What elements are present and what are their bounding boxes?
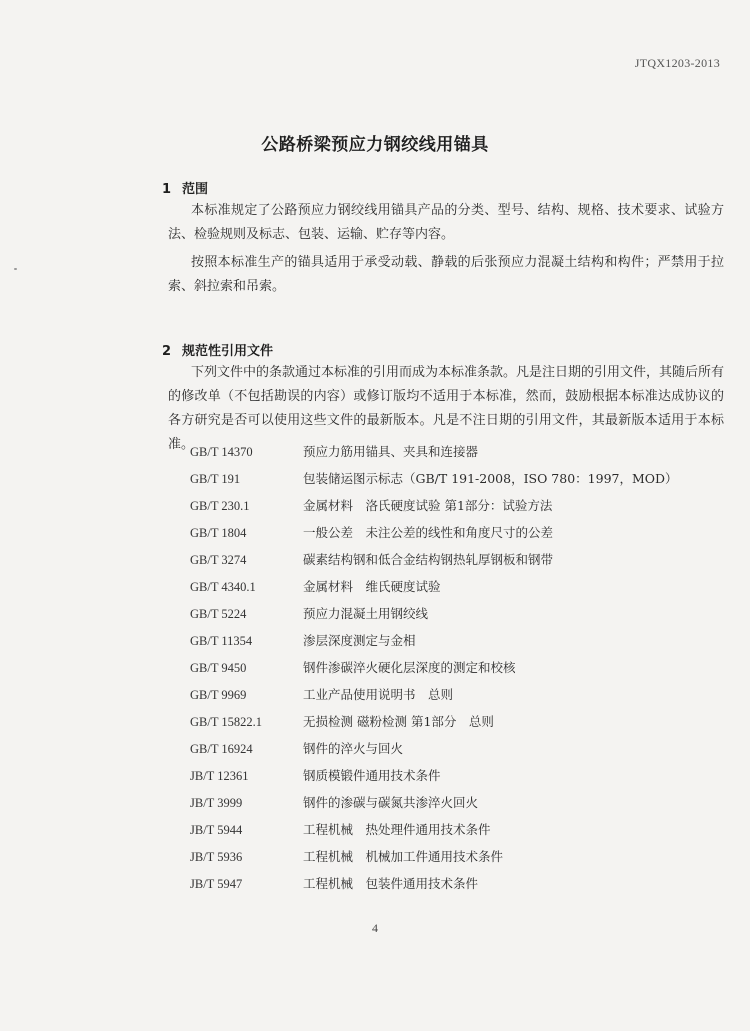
reference-code: GB/T 14370	[190, 445, 253, 459]
reference-code: JB/T 5947	[190, 877, 243, 891]
reference-item	[190, 605, 710, 632]
document-title: 公路桥梁预应力钢绞线用锚具	[261, 135, 489, 155]
reference-title: 钢质模锻件通用技术条件	[303, 768, 441, 783]
reference-item	[190, 659, 710, 686]
section-1-paragraph-1: 本标准规定了公路预应力钢绞线用锚具产品的分类、型号、结构、规格、技术要求、试验方法、检验规则及标志、包装、运输、贮存等内容。	[168, 203, 724, 242]
reference-code: JB/T 3999	[190, 796, 243, 810]
reference-item	[190, 767, 710, 794]
section-1-heading	[162, 178, 208, 197]
reference-title: 一般公差 未注公差的线性和角度尺寸的公差	[303, 525, 554, 540]
scan-speck	[14, 268, 17, 270]
reference-code: GB/T 4340.1	[190, 580, 256, 594]
reference-item	[190, 686, 710, 713]
reference-code: GB/T 230.1	[190, 499, 250, 513]
page-number: 4	[372, 921, 378, 935]
reference-title: 无损检测 磁粉检测 第1部分 总则	[303, 714, 494, 729]
reference-code: GB/T 3274	[190, 553, 247, 567]
reference-title: 工程机械 机械加工件通用技术条件	[303, 849, 504, 864]
reference-item	[190, 848, 710, 875]
document-code: JTQX1203-2013	[634, 56, 720, 70]
reference-title: 工程机械 包装件通用技术条件	[303, 876, 479, 891]
reference-code: GB/T 1804	[190, 526, 247, 540]
reference-code: JB/T 5936	[190, 850, 243, 864]
reference-title: 钢件的渗碳与碳氮共渗淬火回火	[303, 795, 479, 810]
reference-title: 钢件渗碳淬火硬化层深度的测定和校核	[303, 660, 516, 675]
reference-item	[190, 821, 710, 848]
section-title: 范围	[182, 182, 209, 197]
reference-code: GB/T 191	[190, 472, 241, 486]
normative-references-list	[190, 443, 710, 902]
reference-title: 金属材料 维氏硬度试验	[303, 579, 441, 594]
reference-item	[190, 578, 710, 605]
reference-title: 预应力混凝土用钢绞线	[303, 606, 429, 621]
reference-title: 碳素结构钢和低合金结构钢热轧厚钢板和钢带	[303, 552, 554, 567]
reference-code: JB/T 12361	[190, 769, 249, 783]
reference-item	[190, 794, 710, 821]
reference-title: 预应力筋用锚具、夹具和连接器	[303, 444, 479, 459]
reference-title: 工程机械 热处理件通用技术条件	[303, 822, 491, 837]
reference-item	[190, 470, 710, 497]
reference-title: 钢件的淬火与回火	[303, 741, 404, 756]
reference-item	[190, 713, 710, 740]
reference-item	[190, 632, 710, 659]
reference-code: GB/T 9969	[190, 688, 247, 702]
section-number: 1	[162, 182, 172, 197]
reference-code: JB/T 5944	[190, 823, 243, 837]
reference-item	[190, 875, 710, 902]
reference-title: 渗层深度测定与金相	[303, 633, 416, 648]
section-1-paragraph-2: 按照本标准生产的锚具适用于承受动载、静载的后张预应力混凝土结构和构件；严禁用于拉索、斜拉索和吊索。	[168, 255, 724, 294]
reference-code: GB/T 11354	[190, 634, 253, 648]
reference-item	[190, 443, 710, 470]
reference-title: 包装储运图示标志（GB/T 191-2008，ISO 780：1997，MOD）	[303, 471, 678, 486]
reference-item	[190, 551, 710, 578]
reference-code: GB/T 9450	[190, 661, 247, 675]
reference-code: GB/T 16924	[190, 742, 253, 756]
reference-code: GB/T 15822.1	[190, 715, 262, 729]
section-2-paragraph-1: 下列文件中的条款通过本标准的引用而成为本标准条款。凡是注日期的引用文件，其随后所有的修改单（不包括勘误的内容）或修订版均不适用于本标准，然而，鼓励根据本标准达成协议的各方研究是否可以使用这些文件的最新版本。凡是不注日期的引用文件，其最新版本适用于本标准。	[168, 365, 725, 452]
section-title: 规范性引用文件	[182, 344, 274, 359]
section-2-heading	[162, 340, 273, 359]
reference-item	[190, 740, 710, 767]
reference-code: GB/T 5224	[190, 607, 247, 621]
reference-title: 工业产品使用说明书 总则	[303, 687, 454, 702]
reference-item	[190, 497, 710, 524]
reference-item	[190, 524, 710, 551]
section-number: 2	[162, 344, 172, 359]
reference-title: 金属材料 洛氏硬度试验 第1部分：试验方法	[303, 498, 553, 513]
